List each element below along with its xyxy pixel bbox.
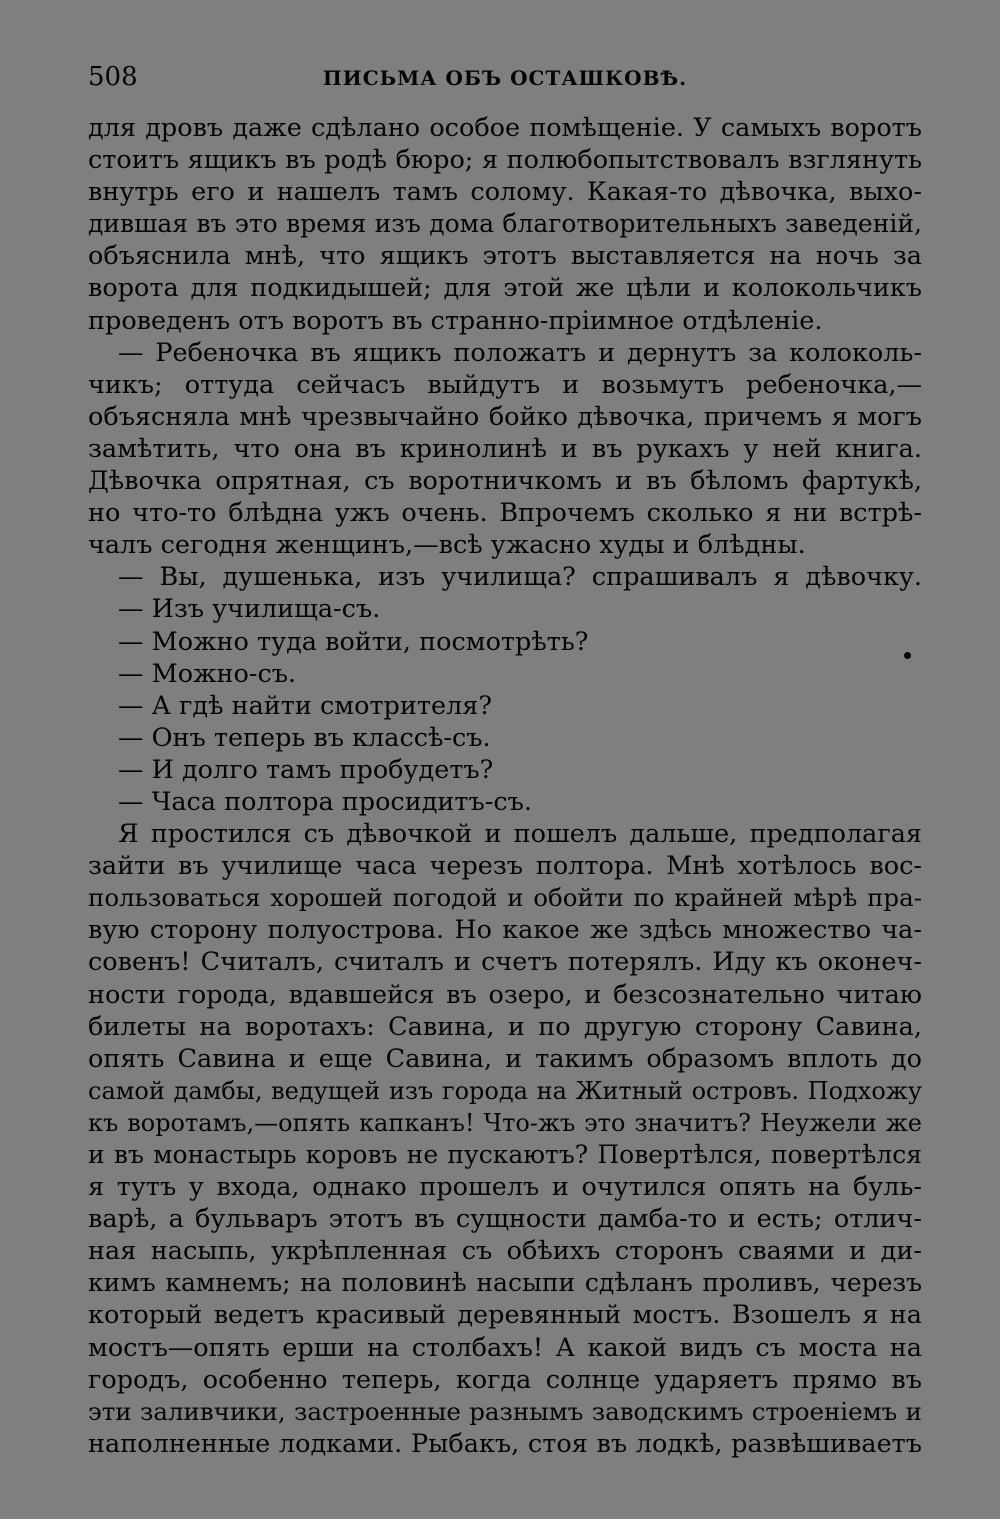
print-speck [904,652,911,659]
text-line: наполненные лодками. Рыбакъ, стоя въ лодкѣ, развѣшиваетъ [88,1428,922,1459]
running-title: ПИСЬМА ОБЪ ОСТАШКОВѢ. [322,66,688,90]
text-line: стоитъ ящикъ въ родѣ бюро; я полюбопытствовалъ взглянуть [88,145,922,176]
text-line: ворота для подкидышей; для этой же цѣли и колокольчикъ [88,273,922,304]
body-text [88,112,922,1460]
text-line: варѣ, а бульваръ этотъ въ сущности дамба-то и есть; отлич- [88,1204,922,1235]
text-line: — Онъ теперь въ классѣ-съ. [118,722,491,753]
text-line: — Вы, душенька, изъ училища? спрашивалъ я дѣвочку. [118,562,922,593]
text-line: вую сторону полуострова. Но какое же здѣсь множество ча- [88,915,922,946]
text-line: объяснила мнѣ, что ящикъ этотъ выставляется на ночь за [88,241,922,272]
text-line: я тутъ у входа, однако прошелъ и очутился опять на буль- [88,1172,922,1203]
text-line: но что-то блѣдна ужъ очень. Впрочемъ сколько я ни встрѣ- [88,498,922,529]
text-line: мостъ—опять ерши на столбахъ! А какой видъ съ моста на [88,1332,922,1363]
text-line: — Часа полтора просидитъ-съ. [118,786,532,817]
text-line: и въ монастырь коровъ не пускаютъ? Повертѣлся, повертѣлся [88,1140,922,1169]
text-line: билеты на воротахъ: Савина, и по другую сторону Савина, [88,1011,922,1042]
text-line: для дровъ даже сдѣлано особое помѣщеніе. У самыхъ воротъ [88,113,922,143]
text-line: чикъ; оттуда сейчасъ выйдутъ и возьмутъ ребеночка,— [88,369,922,400]
text-line: Я простился съ дѣвочкой и пошелъ дальше, предполагая [118,819,922,850]
text-line: ности города, вдавшейся въ озеро, и безсознательно читаю [88,979,922,1010]
text-line: опять Савина и еще Савина, и такимъ образомъ вплоть до [88,1043,922,1074]
text-line: къ воротамъ,—опять капканъ! Что-жъ это значитъ? Неужели же [88,1108,922,1137]
text-line: замѣтить, что она въ кринолинѣ и въ рукахъ у ней книга. [88,433,922,464]
text-line: совенъ! Считалъ, считалъ и счетъ потерялъ. Иду къ оконеч- [88,947,922,978]
text-line: чалъ сегодня женщинъ,—всѣ ужасно худы и блѣдны. [88,530,806,561]
page-number: 508 [88,62,138,92]
text-line: внутрь его и нашелъ тамъ солому. Какая-то дѣвочка, выхо- [88,177,922,208]
text-line: — Можно-съ. [118,658,297,689]
text-line: объясняла мнѣ чрезвычайно бойко дѣвочка, причемъ я могъ [88,401,922,432]
text-line: городъ, особенно теперь, когда солнце ударяетъ прямо въ [88,1364,922,1395]
text-line: Дѣвочка опрятная, съ воротничкомъ и въ бѣломъ фартукѣ, [88,466,922,497]
text-line: — Можно туда войти, посмотрѣть? [118,626,589,657]
text-line: проведенъ отъ воротъ въ странно-пріимное отдѣленіе. [88,305,823,336]
text-line: — А гдѣ найти смотрителя? [118,690,493,721]
text-line: — Ребеночка въ ящикъ положатъ и дернутъ за колоколь- [118,337,922,368]
text-line: дившая въ это время изъ дома благотворительныхъ заведеній, [88,209,922,239]
text-line: эти заливчики, застроенные разнымъ заводскимъ строеніемъ и [88,1396,922,1426]
text-line: — Изъ училища-съ. [118,594,381,625]
running-head [88,60,922,94]
text-line: кимъ камнемъ; на половинѣ насыпи сдѣланъ проливъ, черезъ [88,1268,922,1298]
text-line: самой дамбы, ведущей изъ города на Житный островъ. Подхожу [88,1076,922,1105]
text-line: — И долго тамъ пробудетъ? [118,754,494,785]
text-line: который ведетъ красивый деревянный мостъ. Взошелъ я на [88,1300,922,1331]
text-line: зайти въ училище часа черезъ полтора. Мнѣ хотѣлось вос- [88,851,922,882]
text-line: пользоваться хорошей погодой и обойти по крайней мѣрѣ пра- [88,883,922,913]
text-line: ная насыпь, укрѣпленная съ обѣихъ сторонъ сваями и ди- [88,1236,922,1267]
